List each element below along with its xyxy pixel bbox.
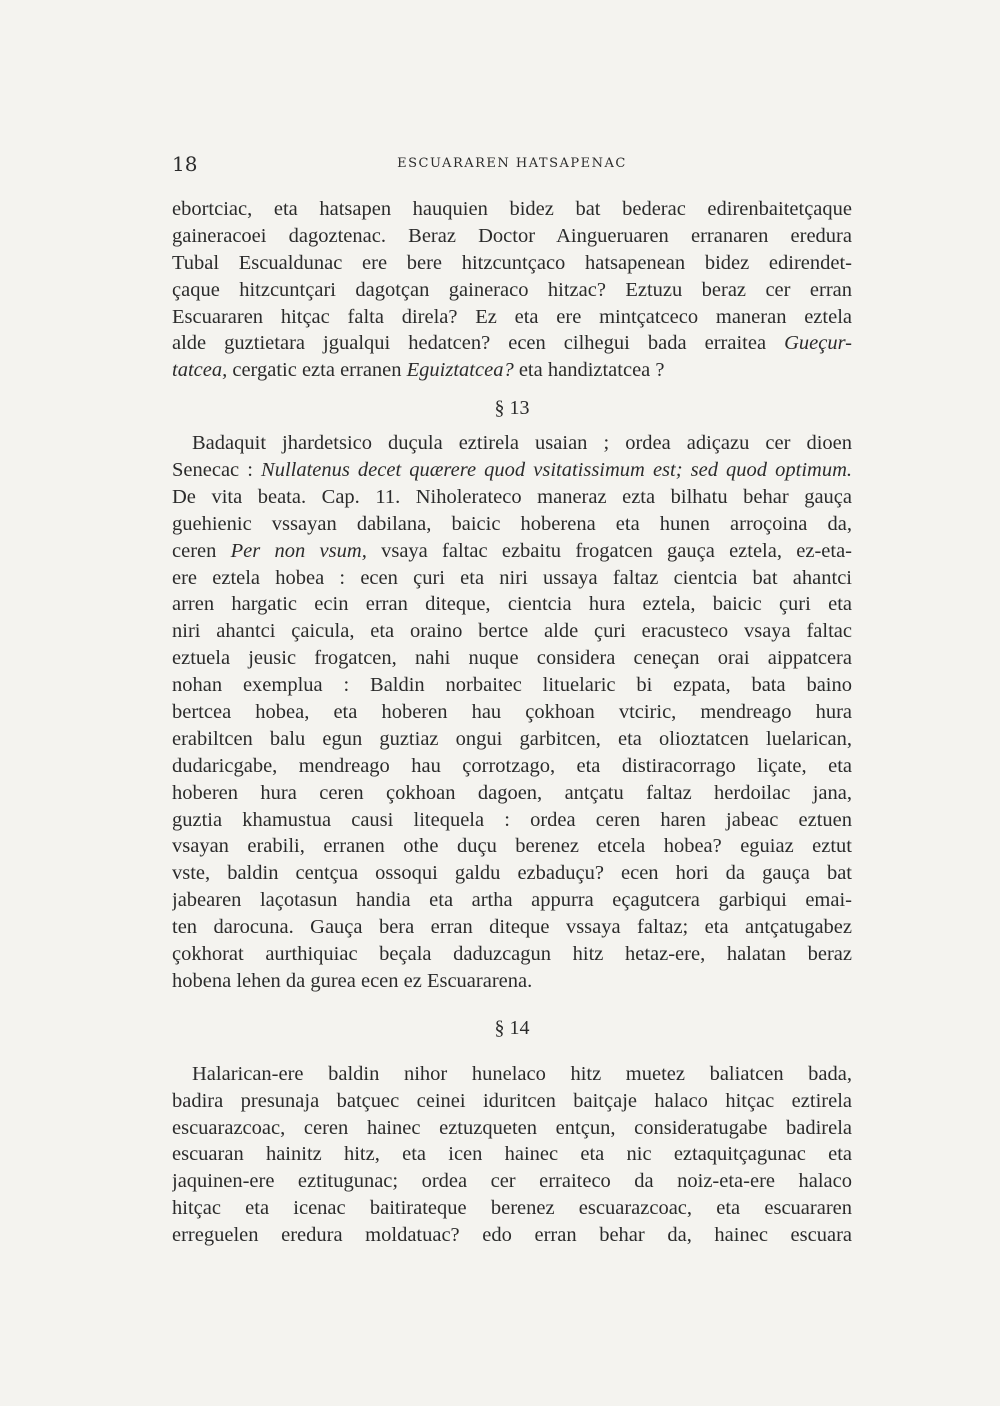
text-line <box>172 1195 852 1222</box>
text-span: ten darocuna. Gauça bera erran diteque vssaya faltaz; eta antçatugabez <box>172 916 852 939</box>
italic-text: Nullatenus decet quærere quod vsitatissimum est; sed quod optimum. <box>261 459 852 482</box>
text-span: erabiltcen balu egun guztiaz ongui garbitcen, eta olioztatcen luelarican, <box>172 727 852 750</box>
text-line <box>172 860 852 887</box>
text-span: hobena lehen da gurea ecen ez Escuararena. <box>172 969 533 992</box>
text-line <box>172 807 852 834</box>
text-line <box>172 887 852 914</box>
text-line <box>172 645 852 672</box>
text-span: cergatic ezta erranen <box>227 359 407 382</box>
text-span: jaquinen-ere eztitugunac; ordea cer erraiteco da noiz-eta-ere halaco <box>172 1170 852 1193</box>
text-line <box>172 357 852 384</box>
text-span: hitçac eta icenac baitirateque berenez escuarazcoac, eta escuararen <box>172 1197 852 1220</box>
section-heading-13: § 13 <box>494 397 530 420</box>
text-line <box>172 753 852 780</box>
paragraph-1 <box>172 196 852 384</box>
text-line <box>172 833 852 860</box>
text-span: eta handiztatcea ? <box>513 359 665 382</box>
text-line <box>172 304 852 331</box>
text-line <box>172 968 852 995</box>
text-span: Tubal Escualdunac ere bere hitzcuntçaco hatsapenean bidez edirendet- <box>172 251 852 274</box>
text-line <box>172 618 852 645</box>
text-line <box>172 1061 852 1088</box>
text-line <box>172 914 852 941</box>
text-span: ceren <box>172 539 231 562</box>
text-line <box>172 511 852 538</box>
running-title: ESCUARAREN HATSAPENAC <box>397 156 627 171</box>
text-span: badira presunaja batçuec ceinei iduritcen baitçaje halaco hitçac eztirela <box>172 1089 852 1112</box>
text-line <box>172 780 852 807</box>
text-span: gaineracoei dagoztenac. Beraz Doctor Aingueruaren erranaren eredura <box>172 224 852 247</box>
text-span: çaque hitzcuntçari dagotçan gaineraco hitzac? Eztuzu beraz cer erran <box>172 278 852 301</box>
text-line <box>172 457 852 484</box>
section-heading-14: § 14 <box>494 1016 530 1039</box>
text-line <box>172 250 852 277</box>
text-span: arren hargatic ecin erran diteque, cientcia hura eztela, baicic çuri eta <box>172 593 852 616</box>
text-span: niri ahantci çaicula, eta oraino bertce alde çuri eracusteco vsaya faltac <box>172 620 852 643</box>
text-span: guehienic vssayan dabilana, baicic hoberena eta hunen arroçoina da, <box>172 512 852 535</box>
text-span: jabearen laçotasun handia eta artha appurra eçagutcera garbiqui emai- <box>172 889 852 912</box>
body-text <box>172 196 852 1249</box>
page-header <box>172 152 852 180</box>
text-line <box>172 1141 852 1168</box>
text-line <box>172 1222 852 1249</box>
page-number: 18 <box>172 152 198 176</box>
text-span: bertcea hobea, eta hoberen hau çokhoan vtciric, mendreago hura <box>172 701 852 724</box>
text-line <box>172 330 852 357</box>
text-line <box>172 1115 852 1142</box>
italic-text: tatcea, <box>172 359 228 382</box>
text-span: vsayan erabili, erranen othe duçu berenez etcela hobea? eguiaz eztut <box>172 835 852 858</box>
italic-text: Gueçur- <box>784 332 852 355</box>
paragraph-2 <box>172 430 852 995</box>
text-span: ere eztela hobea : ecen çuri eta niri ussaya faltaz cientcia bat ahantci <box>172 566 852 589</box>
text-span: dudaricgabe, mendreago hau çorrotzago, eta distiracorrago liçate, eta <box>172 754 852 777</box>
text-span: Halarican-ere baldin nihor hunelaco hitz muetez baliatcen bada, <box>192 1062 852 1085</box>
text-line <box>172 484 852 511</box>
paragraph-3 <box>172 1061 852 1249</box>
text-span: ebortciac, eta hatsapen hauquien bidez bat bederac edirenbaitetçaque <box>172 198 852 220</box>
text-span: Escuararen hitçac falta direla? Ez eta ere mintçatceco maneran eztela <box>172 305 852 328</box>
text-line <box>172 591 852 618</box>
text-span: Badaquit jhardetsico duçula eztirela usaian ; ordea adiçazu cer dioen <box>192 432 852 455</box>
text-span: nohan exemplua : Baldin norbaitec lituelaric bi ezpata, bata baino <box>172 674 852 697</box>
text-line <box>172 941 852 968</box>
text-line <box>172 672 852 699</box>
text-line <box>172 1088 852 1115</box>
text-line <box>172 565 852 592</box>
text-span: escuarazcoac, ceren hainec eztuzqueten entçun, consideratugabe badirela <box>172 1116 852 1139</box>
text-line <box>172 538 852 565</box>
text-line <box>172 430 852 457</box>
text-span: guztia khamustua causi litequela : ordea ceren haren jabeac eztuen <box>172 808 852 831</box>
text-line <box>172 699 852 726</box>
text-span: Senecac : <box>172 459 262 482</box>
italic-text: Eguiztatcea? <box>406 359 514 382</box>
text-span: escuaran hainitz hitz, eta icen hainec eta nic eztaquitçagunac eta <box>172 1143 852 1166</box>
text-span: alde guztietara jgualqui hedatcen? ecen cilhegui bada erraitea <box>172 332 785 355</box>
italic-text: Per non vsum, <box>230 539 367 562</box>
text-span: hoberen hura ceren çokhoan dagoen, antçatu faltaz herdoilac jana, <box>172 781 852 804</box>
text-line <box>172 277 852 304</box>
text-line <box>172 223 852 250</box>
text-span: vste, baldin centçua ossoqui galdu ezbaduçu? ecen hori da gauça bat <box>172 862 852 885</box>
text-span: De vita beata. Cap. 11. Niholerateco maneraz ezta bilhatu behar gauça <box>172 485 852 508</box>
text-line <box>172 1168 852 1195</box>
text-line <box>172 726 852 753</box>
text-span: vsaya faltac ezbaitu frogatcen gauça eztela, ez-eta- <box>366 539 852 562</box>
text-span: erreguelen eredura moldatuac? edo erran behar da, hainec escuara <box>172 1224 852 1247</box>
text-span: eztuela jeusic frogatcen, nahi nuque considera ceneçan orai aippatcera <box>172 647 852 670</box>
text-line <box>172 196 852 223</box>
text-span: çokhorat aurthiquiac beçala daduzcagun hitz hetaz-ere, halatan beraz <box>172 943 852 966</box>
